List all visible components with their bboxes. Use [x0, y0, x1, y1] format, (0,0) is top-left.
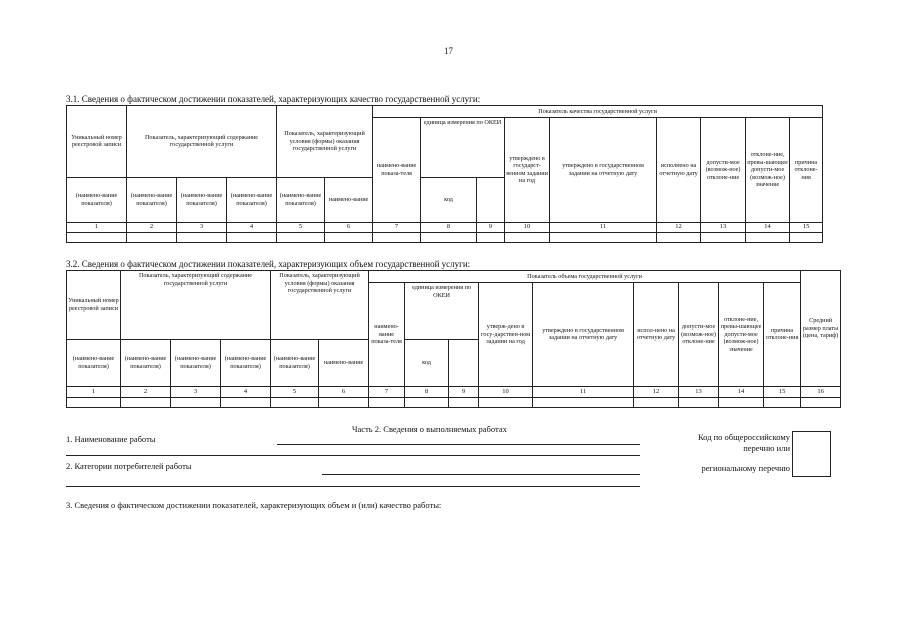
- header-allowed-deviation: допусти-мое (возмож-ное) отклоне-ние: [679, 283, 719, 387]
- table-row: [67, 397, 841, 407]
- column-number: 2: [121, 386, 171, 397]
- header-unit-name: наимено-вание: [325, 177, 373, 222]
- header-reason: причина отклоне-ния: [790, 118, 823, 222]
- header-sub-name: (наимено-вание показателя): [221, 340, 271, 387]
- column-number: 13: [679, 386, 719, 397]
- column-number: 10: [479, 386, 533, 397]
- header-average-price: Средний размер платы (цена, тариф): [801, 271, 841, 387]
- header-sub-name: (наимено-вание показателя): [127, 177, 177, 222]
- header-reason: причина отклоне-ния: [764, 283, 801, 387]
- column-number: 7: [369, 386, 405, 397]
- header-volume-indicator: Показатель объема государственной услуги: [369, 271, 801, 283]
- header-quality-indicator: Показатель качества государственной услуги: [373, 106, 823, 118]
- column-number: 6: [319, 386, 369, 397]
- work-name-label: 1. Наименование работы: [66, 434, 156, 444]
- header-unit-code: код: [421, 177, 477, 222]
- header-approved-period: утверждено в государственном задании на отчетную дату: [550, 118, 657, 222]
- column-number: 5: [277, 222, 325, 232]
- header-sub-name: (наимено-вание показателя): [121, 340, 171, 387]
- header-deviation-exceeding: отклоне-ние, превы-шающее допусти-мое (возмож-ное) значение: [746, 118, 790, 222]
- column-number: 4: [221, 386, 271, 397]
- header-approved-year: утверждено в государст-венном задании на год: [505, 118, 550, 222]
- volume-indicators-table: [66, 270, 841, 408]
- column-number: 13: [701, 222, 746, 232]
- column-number: 9: [477, 222, 505, 232]
- code-label-line-2: перечню или: [743, 443, 790, 453]
- header-unique-number: Уникальный номер реестровой записи: [67, 271, 121, 340]
- header-unit-okei: единица измерения по ОКЕИ: [421, 118, 505, 177]
- consumers-line: [322, 474, 640, 475]
- code-label-line-1: Код по общероссийскому: [697, 432, 790, 442]
- header-indicator-name: наимено-вание показа-теля: [373, 118, 421, 222]
- code-label-line-3: региональному перечню: [701, 463, 790, 473]
- column-number: 4: [227, 222, 277, 232]
- section-3-2-heading: 3.2. Сведения о фактическом достижении показателей, характеризующих объем государственной услуги:: [66, 259, 471, 269]
- header-sub-name: (наимено-вание показателя): [271, 340, 319, 387]
- column-number: 5: [271, 386, 319, 397]
- header-unit-name: наимено-вание: [319, 340, 369, 387]
- part-2-title: Часть 2. Сведения о выполняемых работах: [352, 424, 507, 434]
- column-number: 3: [177, 222, 227, 232]
- column-number: 6: [325, 222, 373, 232]
- header-sub-name: (наимено-вание показателя): [171, 340, 221, 387]
- consumers-line-2: [66, 486, 640, 487]
- section-3-1-heading: 3.1. Сведения о фактическом достижении показателей, характеризующих качество государственной услуги:: [66, 94, 481, 104]
- work-name-line: [277, 444, 640, 445]
- header-executed: испол-нено на отчетную дату: [634, 283, 679, 387]
- header-sub-name: (наимено-вание показателя): [177, 177, 227, 222]
- column-number: 3: [171, 386, 221, 397]
- header-approved-year: утверж-дено в госу-дарствен-ном задании на год: [479, 283, 533, 387]
- column-number: 8: [405, 386, 449, 397]
- header-executed: исполнено на отчетную дату: [657, 118, 701, 222]
- column-number: 16: [801, 386, 841, 397]
- column-number: 9: [449, 386, 479, 397]
- column-number: 11: [550, 222, 657, 232]
- header-sub-name: (наимено-вание показателя): [277, 177, 325, 222]
- column-number: 15: [764, 386, 801, 397]
- header-condition-indicator: Показатель, характеризующий условия (формы) оказания государственной услуги: [277, 106, 373, 178]
- quality-indicators-table: [66, 105, 823, 243]
- column-number: 1: [67, 222, 127, 232]
- header-unit-okei: единица измерения по ОКЕИ: [405, 283, 479, 340]
- column-number: 15: [790, 222, 823, 232]
- column-number: 7: [373, 222, 421, 232]
- code-box: [792, 431, 831, 477]
- header-deviation-exceeding: отклоне-ние, превы-шающее допусти-мое (возмож-ное) значение: [719, 283, 764, 387]
- header-sub-name: (наимено-вание показателя): [67, 340, 121, 387]
- column-number: 12: [657, 222, 701, 232]
- column-number: 8: [421, 222, 477, 232]
- header-indicator-name: наимено-вание показа-теля: [369, 283, 405, 387]
- header-unit-code: код: [405, 340, 449, 387]
- column-number: 14: [719, 386, 764, 397]
- header-allowed-deviation: допусти-мое (возмож-ное) отклоне-ние: [701, 118, 746, 222]
- header-sub-name: (наимено-вание показателя): [227, 177, 277, 222]
- column-number: 12: [634, 386, 679, 397]
- header-unique-number: Уникальный номер реестровой записи: [67, 106, 127, 178]
- consumers-label: 2. Категории потребителей работы: [66, 461, 192, 471]
- table-row: [67, 232, 823, 242]
- column-number: 11: [533, 386, 634, 397]
- page-number: 17: [444, 46, 453, 56]
- column-number: 14: [746, 222, 790, 232]
- work-name-line-2: [66, 455, 640, 456]
- header-content-indicator: Показатель, характеризующий содержание государственной услуги: [121, 271, 271, 340]
- column-number: 10: [505, 222, 550, 232]
- header-sub-name: (наимено-вание показателя): [67, 177, 127, 222]
- header-approved-period: утверждено в государственном задании на отчетную дату: [533, 283, 634, 387]
- column-number: 2: [127, 222, 177, 232]
- column-number: 1: [67, 386, 121, 397]
- header-content-indicator: Показатель, характеризующий содержание государственной услуги: [127, 106, 277, 178]
- section-3-heading: 3. Сведения о фактическом достижении показателей, характеризующих объем и (или) качество работы:: [66, 500, 442, 510]
- header-condition-indicator: Показатель, характеризующий условия (формы) оказания государственной услуги: [271, 271, 369, 340]
